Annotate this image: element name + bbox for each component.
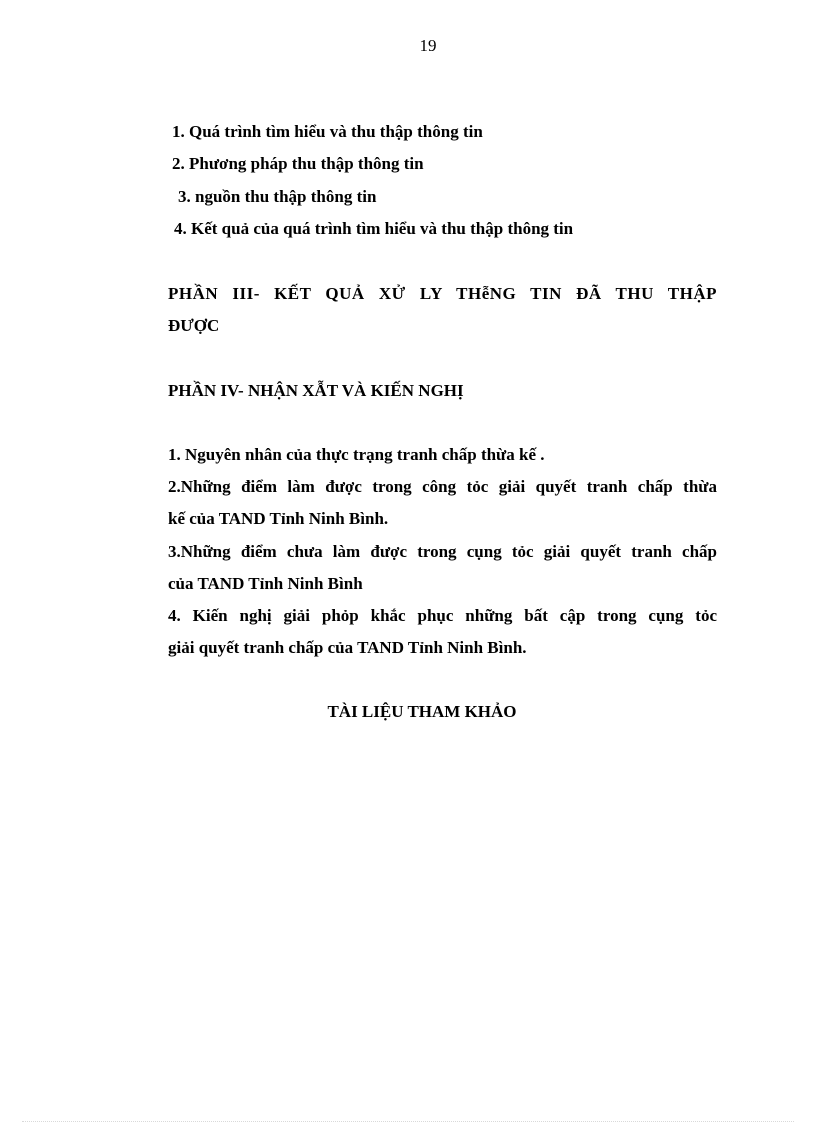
part-4-item-1-line-1: 1. Nguyên nhân của thực trạng tranh chấp thừa kế . [168, 445, 545, 464]
section-heading-part-3 [168, 278, 717, 342]
page-bottom-rule [22, 1121, 794, 1122]
part-4-item-2-line-2: kế của TAND Tỉnh Ninh Bình. [168, 509, 389, 528]
part-4-item-2 [168, 471, 717, 535]
page-number: 19 [419, 36, 437, 55]
part-4-item-4-line-1: 4. Kiến nghị giải phỏp khắc phục những bất cập trong cụng tỏc [168, 606, 717, 625]
section-heading-part-4: PHẦN IV- NHẬN XẪT VÀ KIẾN NGHỊ [168, 381, 464, 400]
toc-item-3: 3. nguồn thu thập thông tin [178, 187, 377, 206]
part-4-item-3 [168, 536, 717, 600]
part-4-item-1 [168, 439, 717, 471]
section-heading-part-3-line-2: ĐƯỢC [168, 316, 220, 335]
part-4-item-4-line-2: giải quyết tranh chấp của TAND Tỉnh Ninh Bình. [168, 638, 527, 657]
toc-item-1: 1. Quá trình tìm hiểu và thu thập thông tin [172, 122, 483, 141]
toc-item-2: 2. Phương pháp thu thập thông tin [172, 154, 424, 173]
toc-item-4: 4. Kết quả của quá trình tìm hiểu và thu thập thông tin [174, 219, 574, 238]
part-4-item-4 [168, 600, 717, 664]
part-4-item-3-line-1: 3.Những điểm chưa làm được trong cụng tỏc giải quyết tranh chấp [168, 542, 717, 561]
references-title: TÀI LIỆU THAM KHẢO [327, 702, 517, 721]
part-4-item-2-line-1: 2.Những điểm làm được trong công tỏc giải quyết tranh chấp thừa [168, 477, 717, 496]
section-heading-part-3-line-1: PHẦN III- KẾT QUẢ XỬ LY THễNG TIN ĐÃ THU THẬP [168, 284, 717, 303]
part-4-item-3-line-2: của TAND Tỉnh Ninh Bình [168, 574, 363, 593]
